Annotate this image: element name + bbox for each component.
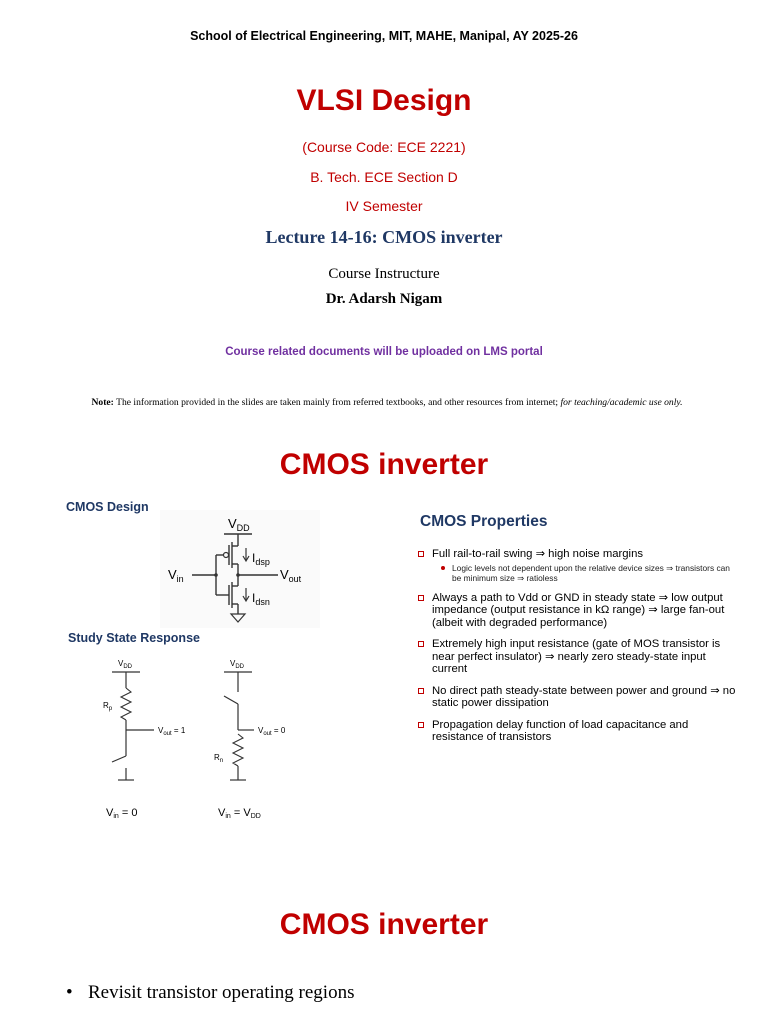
course-code: (Course Code: ECE 2221) <box>302 139 466 155</box>
list-item: Full rail-to-rail swing ⇒ high noise margins Logic levels not dependent upon the relative device sizes ⇒ transistors can be minimum size ⇒ ratioless <box>418 548 738 583</box>
vin-label: $V_{in}$ <box>168 567 184 584</box>
cmos-design-heading: CMOS Design <box>66 500 149 514</box>
idsn-label: $I_{dsn}$ <box>252 591 270 607</box>
slide-title: CMOS inverter <box>279 448 489 481</box>
inverter-schematic <box>160 510 320 628</box>
school-header: School of Electrical Engineering, MIT, MAHE, Manipal, AY 2025-26 <box>190 29 578 43</box>
program-section: B. Tech. ECE Section D <box>310 169 458 185</box>
left-vdd-label: $V_{DD}$ <box>118 659 133 670</box>
vdd-label: $V_{DD}$ <box>228 516 250 533</box>
properties-list <box>418 548 738 753</box>
bullet-dot-icon: • <box>66 982 73 1003</box>
dot-bullet-icon <box>441 566 445 570</box>
square-bullet-icon <box>418 722 424 728</box>
cmos-inverter-slide-2 <box>0 884 768 1024</box>
bullet-item: • Revisit transistor operating regions <box>66 982 355 1003</box>
right-vout-label: $V_{out} = 0$ <box>258 726 286 737</box>
list-item: Extremely high input resistance (gate of MOS transistor is near perfect insulator) ⇒ nearly zero steady-state input current <box>418 638 738 676</box>
note-italic: for teaching/academic use only. <box>560 397 683 408</box>
semester: IV Semester <box>345 198 423 214</box>
note-text: The information provided in the slides are taken mainly from referred textbooks, and other resources from internet; <box>113 397 561 408</box>
list-item: Always a path to Vdd or GND in steady state ⇒ low output impedance (output resistance in kΩ range) ⇒ large fan-out (albeit with degraded performance) <box>418 592 738 630</box>
left-vout-label: $V_{out} = 1$ <box>158 726 186 737</box>
list-subitem: Logic levels not dependent upon the relative device sizes ⇒ transistors can be minimum size ⇒ ratioless <box>432 563 738 583</box>
lms-notice: Course related documents will be uploaded on LMS portal <box>225 346 543 358</box>
disclaimer-note <box>30 397 744 409</box>
square-bullet-icon <box>418 595 424 601</box>
instructor-name: Dr. Adarsh Nigam <box>325 291 443 307</box>
square-bullet-icon <box>418 688 424 694</box>
course-title: VLSI Design <box>296 84 472 117</box>
cmos-properties-heading: CMOS Properties <box>420 513 548 530</box>
rp-label: $R_p$ <box>103 701 113 712</box>
instructor-label: Course Instructure <box>328 266 440 282</box>
cmos-inverter-slide <box>0 438 768 884</box>
right-vdd-label: $V_{DD}$ <box>230 659 245 670</box>
steady-state-diagram <box>96 656 316 826</box>
square-bullet-icon <box>418 551 424 557</box>
list-item: No direct path steady-state between power and ground ⇒ no static power dissipation <box>418 685 738 710</box>
lecture-title: Lecture 14-16: CMOS inverter <box>265 227 503 247</box>
square-bullet-icon <box>418 641 424 647</box>
idsp-label: $I_{dsp}$ <box>252 551 270 567</box>
list-item: Propagation delay function of load capacitance and resistance of transistors <box>418 719 738 744</box>
slide-title: CMOS inverter <box>279 908 489 941</box>
note-label: Note: <box>91 397 114 408</box>
vout-label: $V_{out}$ <box>280 567 302 584</box>
left-vin-label: Vin = 0 <box>106 807 138 820</box>
rn-label: $R_n$ <box>214 753 224 764</box>
steady-state-heading: Study State Response <box>68 631 200 645</box>
right-vin-label: Vin = VDD <box>218 807 261 820</box>
title-slide <box>0 0 768 438</box>
